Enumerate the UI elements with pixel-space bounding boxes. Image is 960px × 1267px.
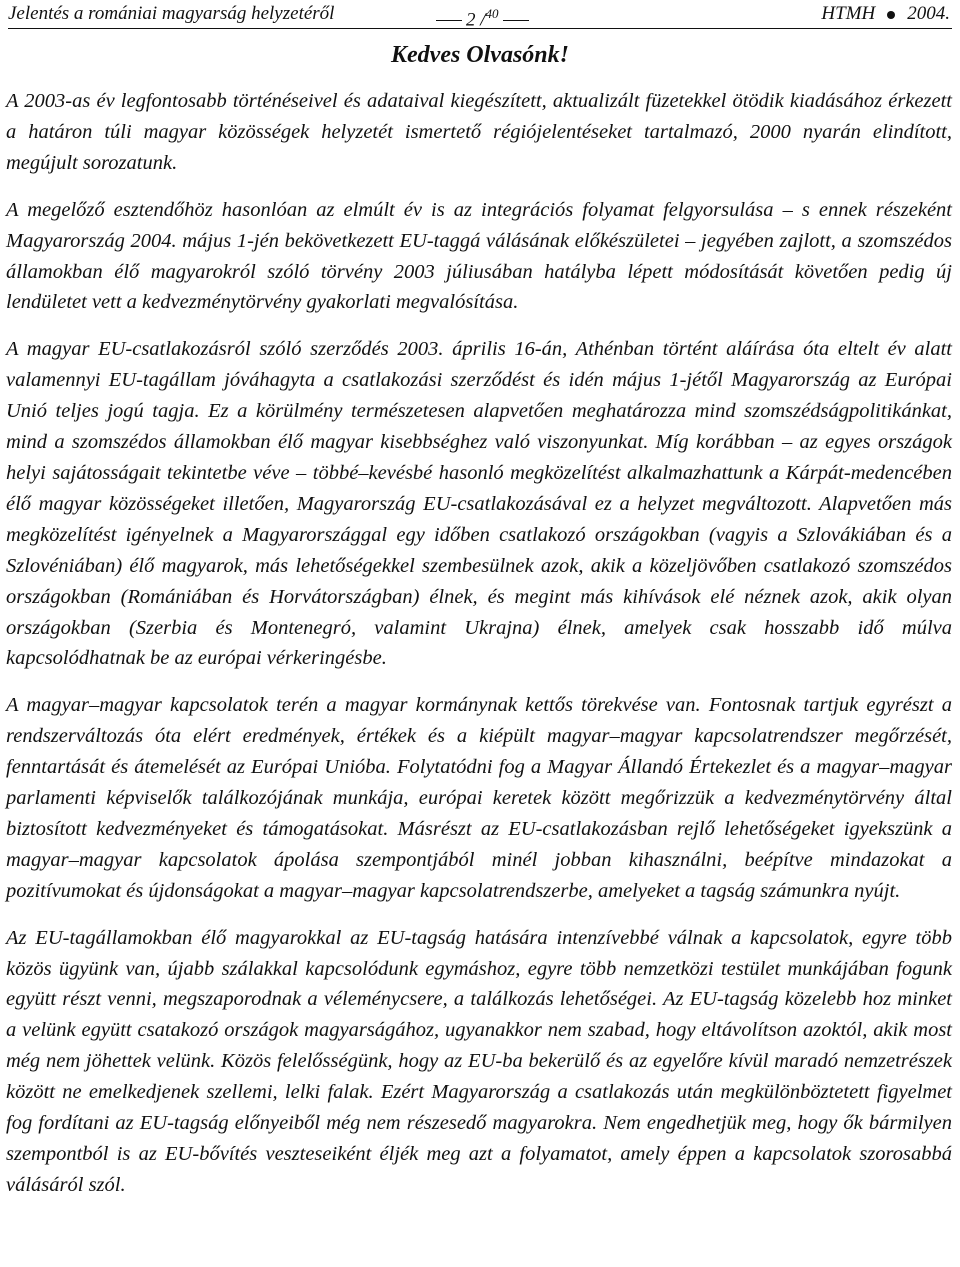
letter-body bbox=[6, 86, 952, 1217]
header-org-name: HTMH bbox=[821, 3, 876, 24]
bullet-dot-icon bbox=[887, 11, 895, 19]
paragraph: Az EU-tagállamokban élő magyarokkal az EU-tagság hatására intenzívebbé válnak a kapcsolatok, egyre több közös ügyünk van, újabb szálakkal kapcsolódunk egymáshoz, egyre több nemzetközi testület munkájában fogunk együtt részt venni, megszaporodnak a véleménycsere, a találkozás lehetőségei. Az EU-tagság közelebb hoz minket a velünk együtt csatakozó országok magyarságához, ugyanakkor nem szabad, hogy eltávolítson azoktól, akik most még nem jöhettek velünk. Közös felelősségünk, hogy az EU-ba bekerülő és az egyelőre kívül maradó nemzetrészek között ne emelkedjenek szellemi, lelki falak. Ezért Magyarország a csatlakozás után megkülönböztetett figyelmet fog fordítani az EU-tagság előnyeiből még nem részesedő magyarokra. Nem engedhetjük meg, hogy ők bármilyen szempontból is az EU-bővítés veszteseiként éljék meg azt a folyamatot, amely éppen a kapcsolatok szorosabbá válásáról szól. bbox=[6, 926, 952, 1196]
header-year: 2004. bbox=[907, 3, 950, 24]
paragraph: A magyar EU-csatlakozásról szóló szerződés 2003. április 16-án, Athénban történt aláírása óta eltelt év alatt valamennyi EU-tagállam jóváhagyta a csatlakozási szerződést és idén május 1-jétől Magyarország az Európai Unió teljes jogú tagja. Ez a körülmény természetesen alapvetően meghatározza mind szomszédságpolitikánkat, mind a szomszédos államokban élő magyar kisebbséghez való viszonyunkat. Míg korábban – az egyes országok helyi sajátosságait tekintetbe véve – többé–kevésbé hasonló megközelítést alkalmazhattunk a Kárpát-medencében élő magyar közösségeket illetően, Magyarország EU-csatlakozásával ez a helyzet megváltozott. Alapvetően más megközelítést igényelnek a Magyarországgal egy időben csatlakozó országokban (vagyis a Szlovákiában és a Szlovéniában) élő magyarok, más lehetőségekkel szembesülnek azok, akik a közeljövőben csatlakozó szomszédos országokban (Romániában és Horvátországban) élnek, és megint más kihívások elé néznek azok, akik olyan országokban (Szerbia és Montenegró, valamint Ukrajna) élnek, amelyek csak hosszabb idő múlva kapcsolódhatnak be az európai vérkeringésbe. bbox=[6, 338, 952, 670]
page-title: Kedves Olvasónk! bbox=[391, 42, 569, 68]
paragraph: A megelőző esztendőhöz hasonlóan az elmúlt év is az integrációs folyamat felgyorsulása – s ennek részeként Magyarország 2004. május 1-jén bekövetkezett EU-taggá válásának előkészületei – jegyében zajlott, a szomszédos államokban élő magyarokról szóló törvény 2003 júliusában hatályba lépett módosítását követően pedig új lendületet vett a kedvezménytörvény gyakorlati megvalósítása. bbox=[6, 198, 952, 314]
dash-right-icon bbox=[503, 20, 529, 21]
page-total: 40 bbox=[485, 6, 499, 21]
page-current: 2 / bbox=[466, 9, 486, 31]
header-divider bbox=[8, 28, 952, 29]
dash-left-icon bbox=[436, 20, 462, 21]
header-document-title: Jelentés a romániai magyarság helyzetéről bbox=[8, 3, 335, 24]
paragraph: A 2003-as év legfontosabb történéseivel és adataival kiegészített, aktualizált füzetekkel ötödik kiadásához érkezett a határon túli magyar közösségek helyzetét ismertető régiójelentéseket tartalmazó, 2000 nyarán elindított, megújult sorozatunk. bbox=[6, 90, 952, 174]
header-organization bbox=[821, 3, 950, 25]
page-header bbox=[8, 3, 952, 31]
paragraph: A magyar–magyar kapcsolatok terén a magyar kormánynak kettős törekvése van. Fontosnak tartjuk egyrészt a rendszerváltozás óta elért eredmények, értékek és a kiépült magyar–magyar kapcsolatrendszer megőrzését, fenntartását és átemelését az Európai Unióba. Folytatódni fog a Magyar Állandó Értekezlet és a magyar–magyar parlamenti képviselők találkozójának munkája, európai keretek között megőrizzük a kedvezménytörvény által biztosított kedvezményeket és támogatásokat. Másrészt az EU-csatlakozásban rejlő lehetőségeket igyekszünk a magyar–magyar kapcsolatok ápolása szempontjából minél jobban kihasználni, beépítve mindazokat a pozitívumokat és újdonságokat a magyar–magyar kapcsolatrendszerbe, amelyeket a tagság számunkra nyújt. bbox=[6, 694, 952, 902]
